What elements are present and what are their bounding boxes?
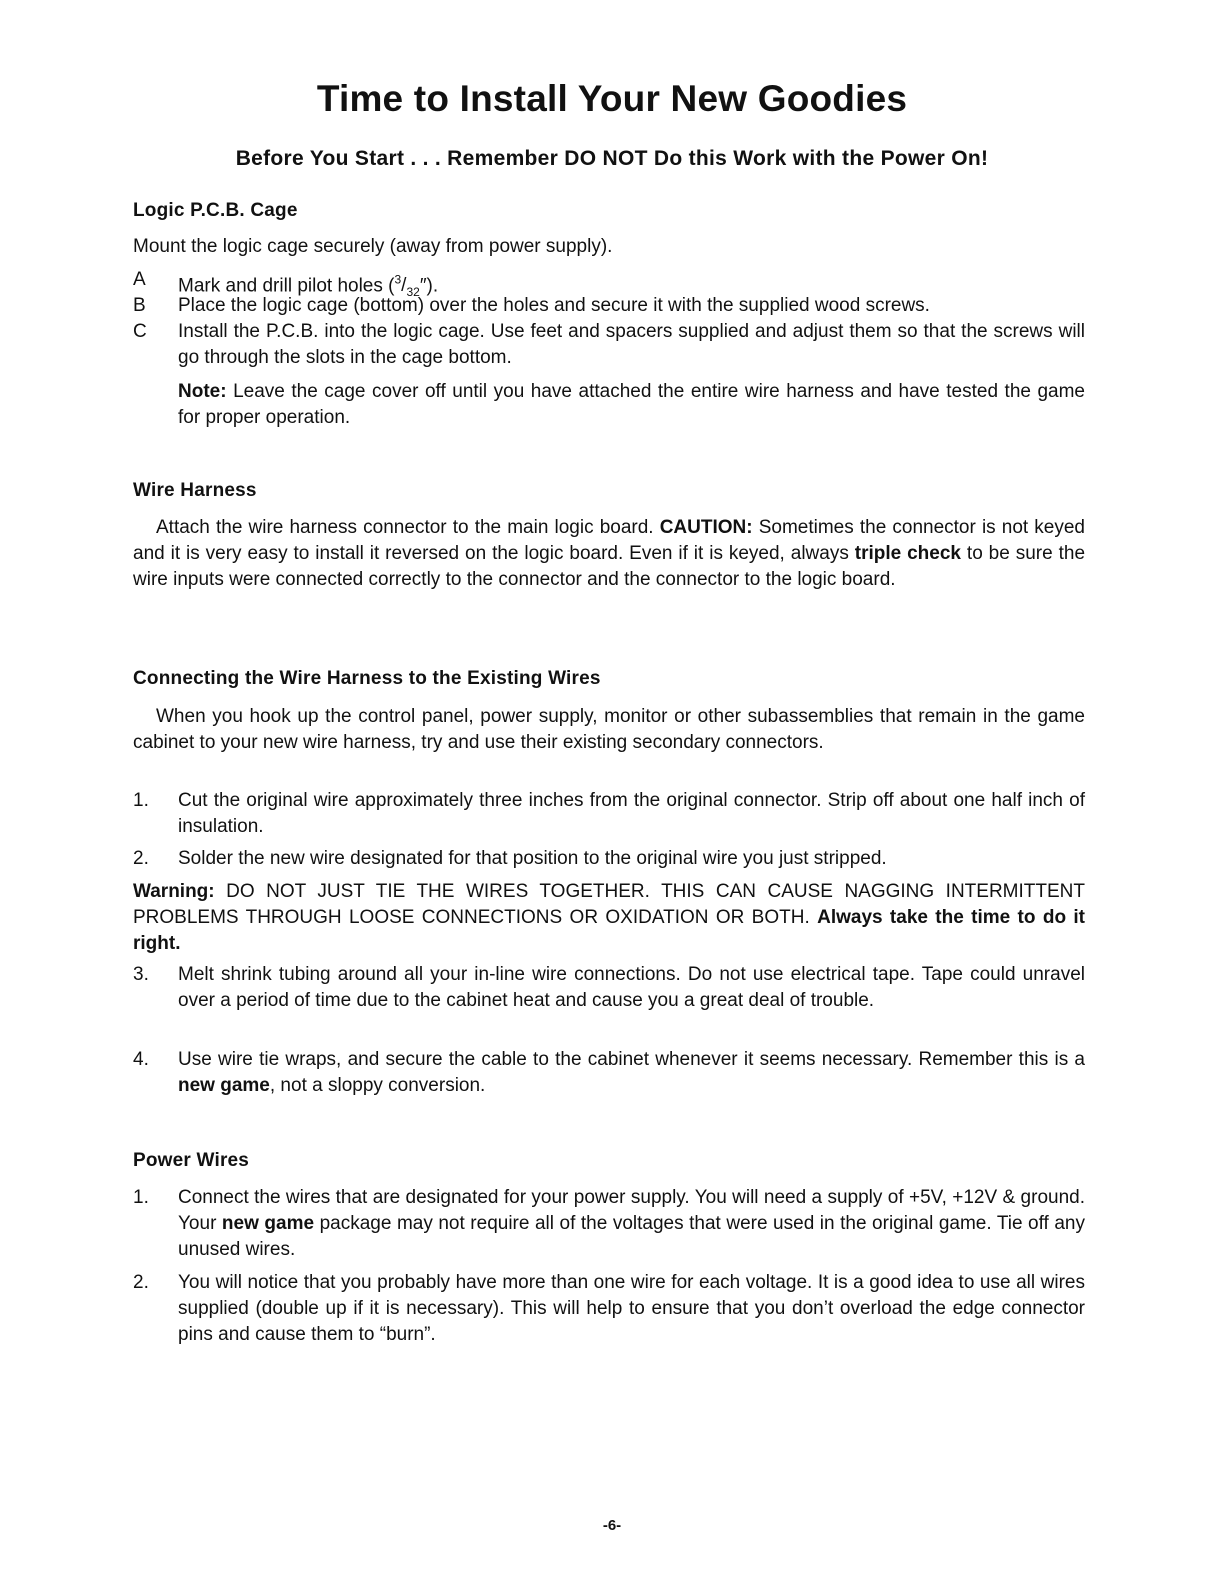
connecting-warning: Warning: DO NOT JUST TIE THE WIRES TOGETHER. THIS CAN CAUSE NAGGING INTERMITTENT PROBLEMS THROUGH LOOSE CONNECTIONS OR OXIDATION OR BOTH. Always take the time to do it right. xyxy=(133,881,1086,954)
step-text: Install the P.C.B. into the logic cage. Use feet and spacers supplied and adjust them so that the screws will go through the slots in the cage bottom. xyxy=(178,321,1085,368)
note-text: Leave the cage cover off until you have attached the entire wire harness and have tested the game for proper operation. xyxy=(178,381,1085,428)
step-text: Place the logic cage (bottom) over the holes and secure it with the supplied wood screws. xyxy=(178,295,930,316)
wire-harness-paragraph: Attach the wire harness connector to the main logic board. CAUTION: Sometimes the connector is not keyed and it is very easy to install it reversed on the logic board. Even if it is keyed, always triple check to be sure the wire inputs were connected correctly to the connector and the connector to the logic board. xyxy=(133,517,1086,590)
power-wires-heading: Power Wires xyxy=(133,1150,250,1171)
page-title: Time to Install Your New Goodies xyxy=(316,78,908,119)
step-label: C xyxy=(133,321,147,342)
step-text: Mark and drill pilot holes $(^3/_{32}'')$. xyxy=(178,273,439,300)
note-label: Note: xyxy=(178,381,227,402)
page-subtitle: Before You Start . . . Remember DO NOT Do this Work with the Power On! xyxy=(235,147,989,170)
page-number: -6- xyxy=(602,1517,622,1534)
document-page: Time to Install Your New Goodies Before You Start . . . Remember DO NOT Do this Work with the Power On! Logic P.C.B. Cage Mount the logic cage securely (away from power supply). A Mark and drill pilot holes $(^3/_{32}'')$. B Place the logic cage (bottom) over the holes and secure it with the supplied wood screws. C Install the P.C.B. into the logic cage. Use feet and spacers supplied and adjust them so that the screws will go through the slots in the cage bottom. Note: Leave the cage cover off until you have attached the entire wire harness and have tested the game for proper operation. Wire Harness Attach the wire harness connector to the main logic board. CAUTION: Sometimes the connector is not keyed and it is very easy to install it reversed on the logic board. Even if it is keyed, always triple check to be sure the wire inputs were connected correctly to the connector and the connector to the logic board. Connecting the Wire Harness to the Existing Wires When you hook up the control panel, power supply, monitor or other subassemblies that remain in the game cabinet to your new wire harness, try and use their existing secondary connectors. 1. Cut the original wire approximately three inches from the original connector. Strip off about one half inch of insulation. 2. Solder the new wire designated for that position to the original wire you just stripped. Warning: DO NOT JUST TIE THE WIRES TOGETHER. THIS CAN CAUSE NAGGING INTERMITTENT PROBLEMS THROUGH LOOSE CONNECTIONS OR OXIDATION OR BOTH. Always take the time to do it right. 3. Melt shrink tubing around all your in-line wire connections. Do not use electrical tape. Tape could unravel over a period of time due to the cabinet heat and cause you a great deal of trouble. 4. Use wire tie wraps, and secure the cable to the cabinet whenever it seems necessary. Remember this is a new game, not a sloppy conversion. Power Wires 1. Connect the wires that are designated for your power supply. You will need a supply of +5V, +12V & ground. Your new game package may not require all of the voltages that were used in the original game. Tie off any unused wires. 2. You will notice that you probably have more than one wire for each voltage. It is a good idea to use all wires supplied (double up if it is necessary). This will help to ensure that you don’t overload the edge connector pins and cause them to “burn”. -6- xyxy=(0,0,1224,1595)
logic-cage-intro: Mount the logic cage securely (away from power supply). xyxy=(133,236,613,257)
logic-cage-note xyxy=(178,379,1085,431)
connecting-intro: When you hook up the control panel, power supply, monitor or other subassemblies that remain in the game cabinet to your new wire harness, try and use their existing secondary connectors. xyxy=(133,706,1085,753)
connecting-heading: Connecting the Wire Harness to the Existing Wires xyxy=(133,668,601,689)
step-label: B xyxy=(133,295,146,316)
logic-cage-heading: Logic P.C.B. Cage xyxy=(133,200,298,221)
step-label: A xyxy=(133,269,146,290)
wire-harness-heading: Wire Harness xyxy=(133,480,257,501)
